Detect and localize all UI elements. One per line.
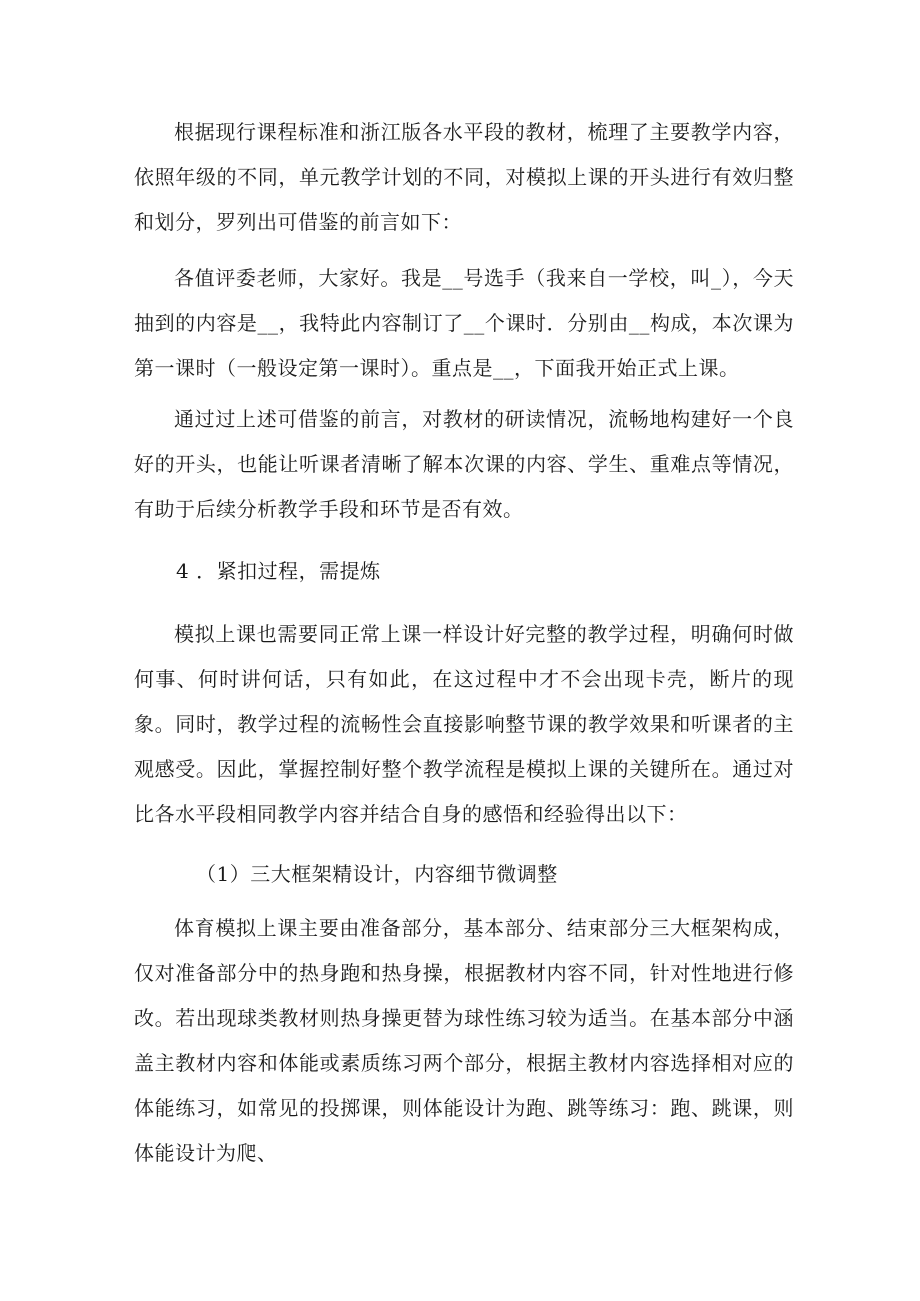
paragraph-sample-opening: 各值评委老师，大家好。我是__号选手（我来自一学校，叫_），今天抽到的内容是__，我特此内容制订了__个课时．分别由__构成，本次课为第一课时（一般设定第一课时）。重点是__，下面我开始正式上课。 — [134, 266, 794, 380]
section-heading-4: 4 ．紧扣过程，需提炼 — [176, 559, 381, 583]
subsection-heading-1: （1）三大框架精设计，内容细节微调整 — [196, 862, 558, 886]
paragraph-process: 模拟上课也需要同正常上课一样设计好完整的教学过程，明确何时做何事、何时讲何话，只有如此，在这过程中才不会出现卡壳，断片的现象。同时，教学过程的流畅性会直接影响整节课的教学效果和听课者的主观感受。因此，掌握控制好整个教学流程是模拟上课的关键所在。通过对比各水平段相同教学内容并结合自身的感悟和经验得出以下： — [134, 622, 794, 826]
paragraph-summary: 通过过上述可借鉴的前言，对教材的研读情况，流畅地构建好一个良好的开头，也能让听课者清晰了解本次课的内容、学生、重难点等情况，有助于后续分析教学手段和环节是否有效。 — [134, 407, 794, 521]
paragraph-intro: 根据现行课程标准和浙江版各水平段的教材，梳理了主要教学内容，依照年级的不同，单元教学计划的不同，对模拟上课的开头进行有效归整和划分，罗列出可借鉴的前言如下： — [134, 120, 794, 234]
paragraph-framework: 体育模拟上课主要由准备部分，基本部分、结束部分三大框架构成，仅对准备部分中的热身跑和热身操，根据教材内容不同，针对性地进行修改。若出现球类教材则热身操更替为球性练习较为适当。在基本部分中涵盖主教材内容和体能或素质练习两个部分，根据主教材内容选择相对应的体能练习，如常见的投掷课，则体能设计为跑、跳等练习：跑、跳课，则体能设计为爬、 — [134, 916, 794, 1165]
